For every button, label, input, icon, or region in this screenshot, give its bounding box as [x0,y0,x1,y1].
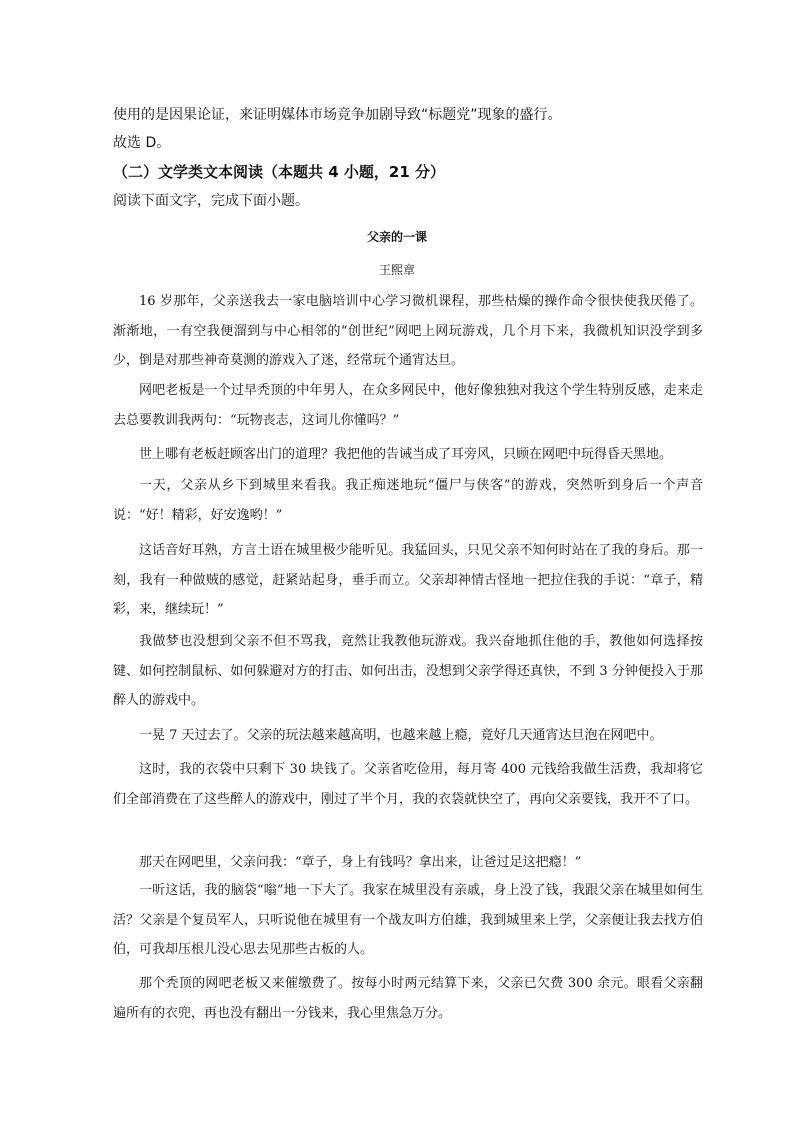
story-paragraph: 世上哪有老板赶顾客出门的道理？我把他的告诫当成了耳旁风，只顾在网吧中玩得昏天黑地。 [139,447,673,462]
story-paragraph: 这话音好耳熟，方言土语在城里极少能听见。我猛回头，只见父亲不知何时站在了我的身后。那一刻，我有一种做贼的感觉，赶紧站起身，垂手而立。父亲却神情古怪地一把拉住我的手说：“章子，精彩，来，继续玩！” [113,543,703,617]
reading-instruction: 阅读下面文字，完成下面小题。 [113,193,309,209]
section-heading: （二）文学类文本阅读（本题共 4 小题，21 分） [113,163,445,181]
answer-choice-line: 故选 D。 [113,135,171,151]
story-title: 父亲的一课 [366,230,427,244]
story-paragraph: 这时，我的衣袋中只剩下 30 块钱了。父亲省吃俭用，每月寄 400 元钱给我做生活费，我却将它们全部消费在了这些醉人的游戏中，刚过了半个月，我的衣袋就快空了，再向父亲要钱，我开不了口。 [113,762,703,807]
story-paragraph: 那个秃顶的网吧老板又来催缴费了。按每小时两元结算下来，父亲已欠费 300 余元。眼看父亲翻遍所有的衣兜，再也没有翻出一分钱来，我心里焦急万分。 [113,976,703,1021]
answer-explanation-line: 使用的是因果论证，来证明媒体市场竞争加剧导致“标题党”现象的盛行。 [113,107,562,123]
story-paragraph: 一晃 7 天过去了。父亲的玩法越来越高明，也越来越上瘾，竟好几天通宵达旦泡在网吧中。 [139,728,663,743]
story-paragraph: 那天在网吧里，父亲问我：“章子，身上有钱吗？拿出来，让爸过足这把瘾！” [139,855,582,870]
story-author: 王熙章 [378,263,415,277]
story-paragraph: 我做梦也没想到父亲不但不骂我，竟然让我教他玩游戏。我兴奋地抓住他的手，教他如何选择按键、如何控制鼠标、如何躲避对方的打击、如何出击，没想到父亲学得还真快，不到 3 分钟便投入于那醉人的游戏中。 [113,634,703,708]
story-paragraph: 一天，父亲从乡下到城里来看我。我正痴迷地玩“僵尸与侠客”的游戏，突然听到身后一个声音说：“好！精彩，好安逸哟！” [113,478,703,523]
story-paragraph: 16 岁那年，父亲送我去一家电脑培训中心学习微机课程，那些枯燥的操作命令很快使我厌倦了。渐渐地，一有空我便溜到与中心相邻的“创世纪”网吧上网玩游戏，几个月下来，我微机知识没学到多少，倒是对那些神奇莫测的游戏入了迷，经常玩个通宵达旦。 [113,294,703,368]
story-paragraph: 一听这话，我的脑袋“嗡”地一下大了。我家在城里没有亲戚，身上没了钱，我跟父亲在城里如何生活？父亲是个复员军人，只听说他在城里有一个战友叫方伯雄，我到城里来上学，父亲便让我去找方伯伯，可我却压根儿没心思去见那些古板的人。 [113,883,703,957]
story-paragraph: 网吧老板是一个过早秃顶的中年男人，在众多网民中，他好像独独对我这个学生特别反感，走来走去总要教训我两句：“玩物丧志，这词儿你懂吗？” [113,383,703,428]
